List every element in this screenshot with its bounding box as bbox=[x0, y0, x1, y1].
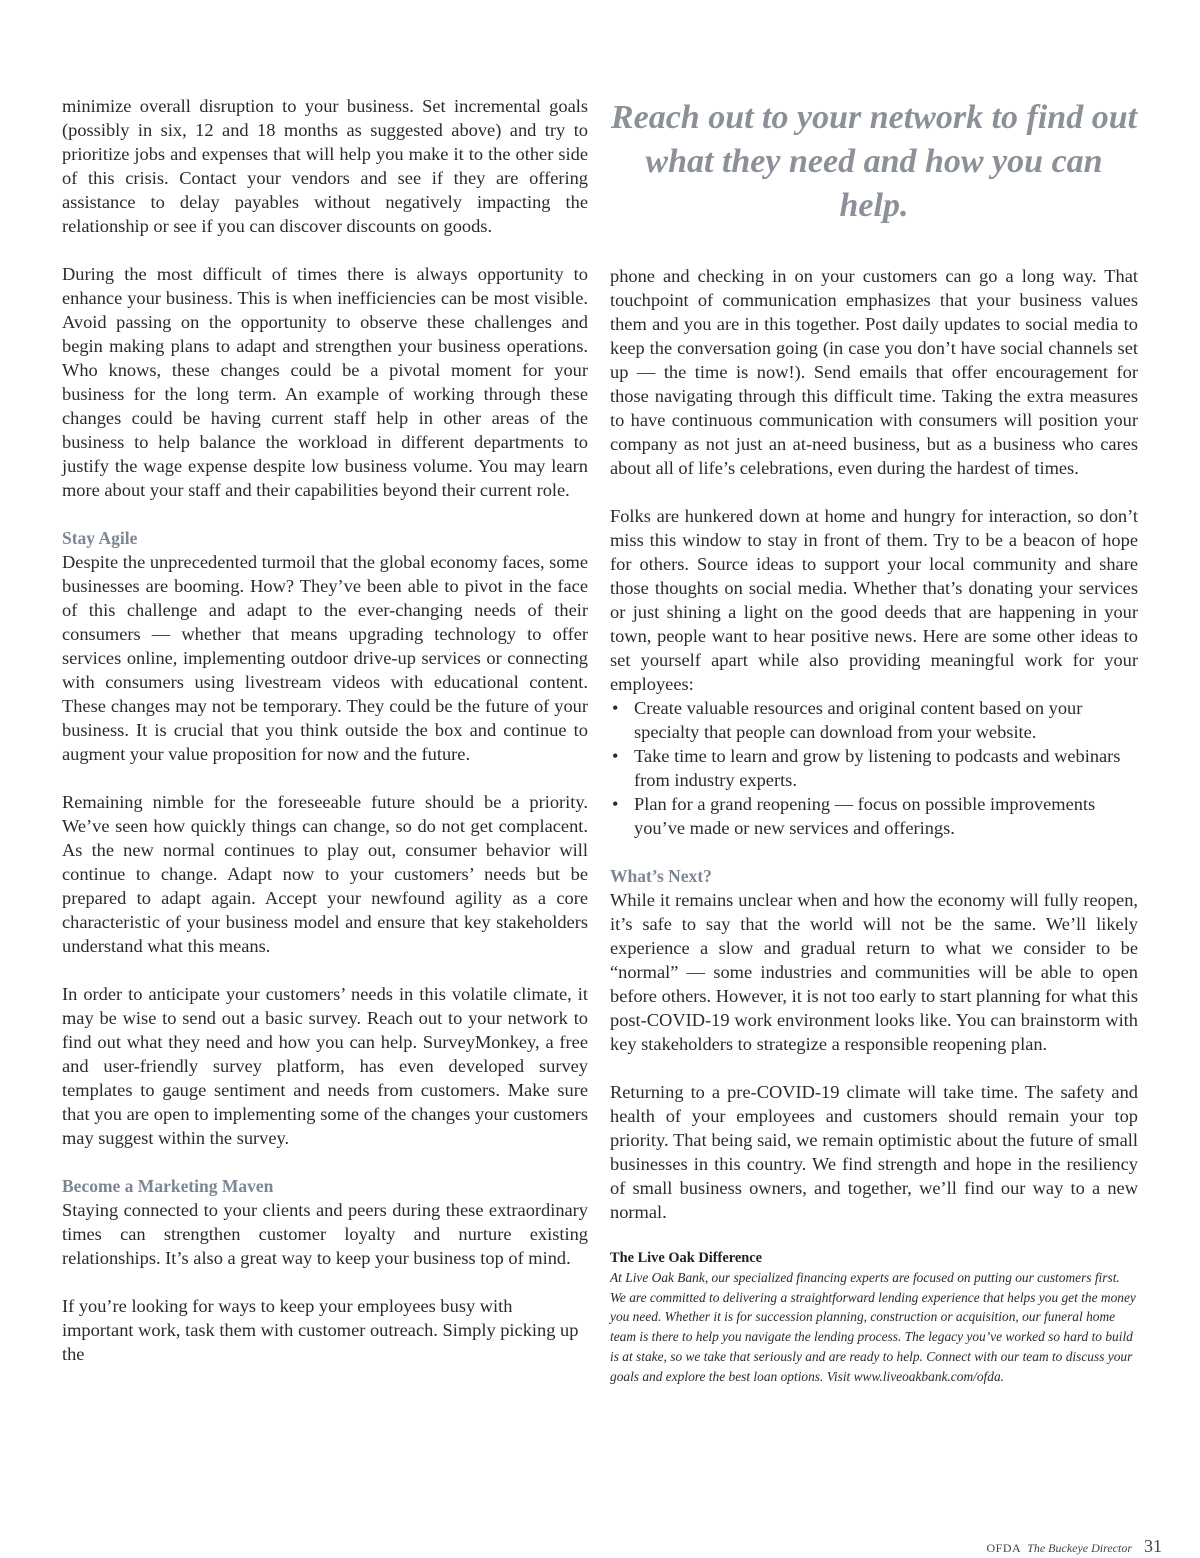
list-item bbox=[610, 792, 1138, 840]
bullet-icon: • bbox=[612, 794, 619, 814]
heading-whats-next: What’s Next? bbox=[610, 866, 712, 886]
live-oak-sidebar bbox=[610, 1248, 1138, 1386]
right-paragraph-2: Folks are hunkered down at home and hungry for interaction, so don’t miss this window to stay in front of them. Try to be a beacon of hope for others. Source ideas to support your local community and share those thoughts on social media. Whether that’s donating your services or just shining a light on the good deeds that are happening in your town, people want to hear positive news. Here are some other ideas to set yourself apart while also providing meaningful work for your employees: bbox=[610, 506, 1138, 694]
footer-org: OFDA bbox=[986, 1541, 1022, 1555]
left-column bbox=[62, 94, 588, 1390]
left-paragraph-3: Despite the unprecedented turmoil that the global economy faces, some businesses are booming. How? They’ve been able to pivot in the face of this challenge and adapt to the ever-changing needs of their consumers — whether that means upgrading technology to offer services online, implementing outdoor drive-up services or connecting with consumers using livestream videos with educational content. These changes may not be temporary. They could be the future of your business. It is crucial that you think outside the box and continue to augment your value proposition for now and the future. bbox=[62, 552, 589, 764]
left-paragraph-1: minimize overall disruption to your business. Set incremental goals (possibly in six, 12 and 18 months as suggested above) and try to prioritize jobs and expenses that will help you make it to the other side of this crisis. Contact your vendors and see if they are offering assistance to delay payables without negatively impacting the relationship or see if you can discover discounts on goods. bbox=[62, 96, 588, 236]
left-paragraph-4: Remaining nimble for the foreseeable future should be a priority. We’ve seen how quickly things can change, so do not get complacent. As the new normal continues to play out, consumer behavior will continue to change. Adapt now to your customers’ needs but be prepared to adapt again. Accept your newfound agility as a core characteristic of your business model and ensure that key stakeholders understand what this means. bbox=[62, 792, 588, 956]
ideas-list bbox=[610, 696, 1138, 840]
list-item bbox=[610, 744, 1138, 792]
sidebar-title: The Live Oak Difference bbox=[610, 1250, 763, 1266]
heading-marketing-maven: Become a Marketing Maven bbox=[62, 1176, 274, 1196]
page-number: 31 bbox=[1144, 1536, 1162, 1556]
page-footer bbox=[986, 1536, 1162, 1557]
right-paragraph-4: Returning to a pre-COVID-19 climate will take time. The safety and health of your employees and customers should remain your top priority. That being said, we remain optimistic about the future of small businesses in this country. We find strength and hope in the resiliency of small business owners, and together, we’ll find our way to a new normal. bbox=[610, 1082, 1138, 1222]
list-item-text: Take time to learn and grow by listening to podcasts and webinars from industry experts. bbox=[634, 746, 1121, 790]
list-item bbox=[610, 696, 1138, 744]
left-paragraph-2: During the most difficult of times there is always opportunity to enhance your business. This is when inefficiencies can be most visible. Avoid passing on the opportunity to observe these challenges and begin making plans to adapt and strengthen your business operations. Who knows, these changes could be a pivotal moment for your business for the long term. An example of working through these changes could be having current staff help in other areas of the business to help balance the workload in different departments to justify the wage expense despite low business volume. You may learn more about your staff and their capabilities beyond their current role. bbox=[62, 264, 588, 500]
left-paragraph-6: Staying connected to your clients and peers during these extraordinary times can strengthen customer loyalty and nurture existing relationships. It’s also a great way to keep your business top of mind. bbox=[62, 1200, 588, 1268]
bullet-icon: • bbox=[612, 698, 619, 718]
left-paragraph-5: In order to anticipate your customers’ needs in this volatile climate, it may be wise to send out a basic survey. Reach out to your network to find out what they need and how you can help. SurveyMonkey, a free and user-friendly survey platform, has even developed survey templates to gauge sentiment and needs from customers. Make sure that you are open to implementing some of the changes your customers may suggest within the survey. bbox=[62, 984, 588, 1148]
left-paragraph-7: If you’re looking for ways to keep your employees busy with important work, task them with customer outreach. Simply picking up the bbox=[62, 1296, 579, 1364]
pull-quote: Reach out to your network to find out what they need and how you can help. bbox=[610, 99, 1138, 224]
right-paragraph-3: While it remains unclear when and how the economy will fully reopen, it’s safe to say that the world will not be the same. We’ll likely experience a slow and gradual return to what we consider to be “normal” — some industries and communities will be able to open before others. However, it is not too early to start planning for what this post-COVID-19 work environment looks like. You can brainstorm with key stakeholders to strategize a responsible reopening plan. bbox=[610, 890, 1138, 1054]
sidebar-body: At Live Oak Bank, our specialized financing experts are focused on putting our customers first. We are committed to delivering a straightforward lending experience that helps you get the money you need. Whether it is for succession planning, construction or acquisition, our funeral home team is there to help you navigate the lending process. The legacy you’ve worked so hard to build is at stake, so we take that seriously and are ready to help. Connect with our team to discuss your goals and explore the best loan options. Visit www.liveoakbank.com/ofda. bbox=[610, 1270, 1136, 1384]
footer-publication: The Buckeye Director bbox=[1027, 1541, 1132, 1555]
heading-stay-agile: Stay Agile bbox=[62, 528, 138, 548]
right-paragraph-1: phone and checking in on your customers can go a long way. That touchpoint of communication emphasizes that your business values them and you are in this together. Post daily updates to social media to keep the conversation going (in case you don’t have social channels set up — the time is now!). Send emails that offer encouragement for those navigating through this difficult time. Taking the extra measures to have continuous communication with consumers will position your company as not just an at-need business, but as a business who cares about all of life’s celebrations, even during the hardest of times. bbox=[610, 266, 1138, 478]
bullet-icon: • bbox=[612, 746, 619, 766]
list-item-text: Create valuable resources and original content based on your specialty that people can download from your website. bbox=[634, 698, 1083, 742]
right-column bbox=[610, 94, 1138, 1386]
list-item-text: Plan for a grand reopening — focus on possible improvements you’ve made or new services and offerings. bbox=[634, 794, 1096, 838]
